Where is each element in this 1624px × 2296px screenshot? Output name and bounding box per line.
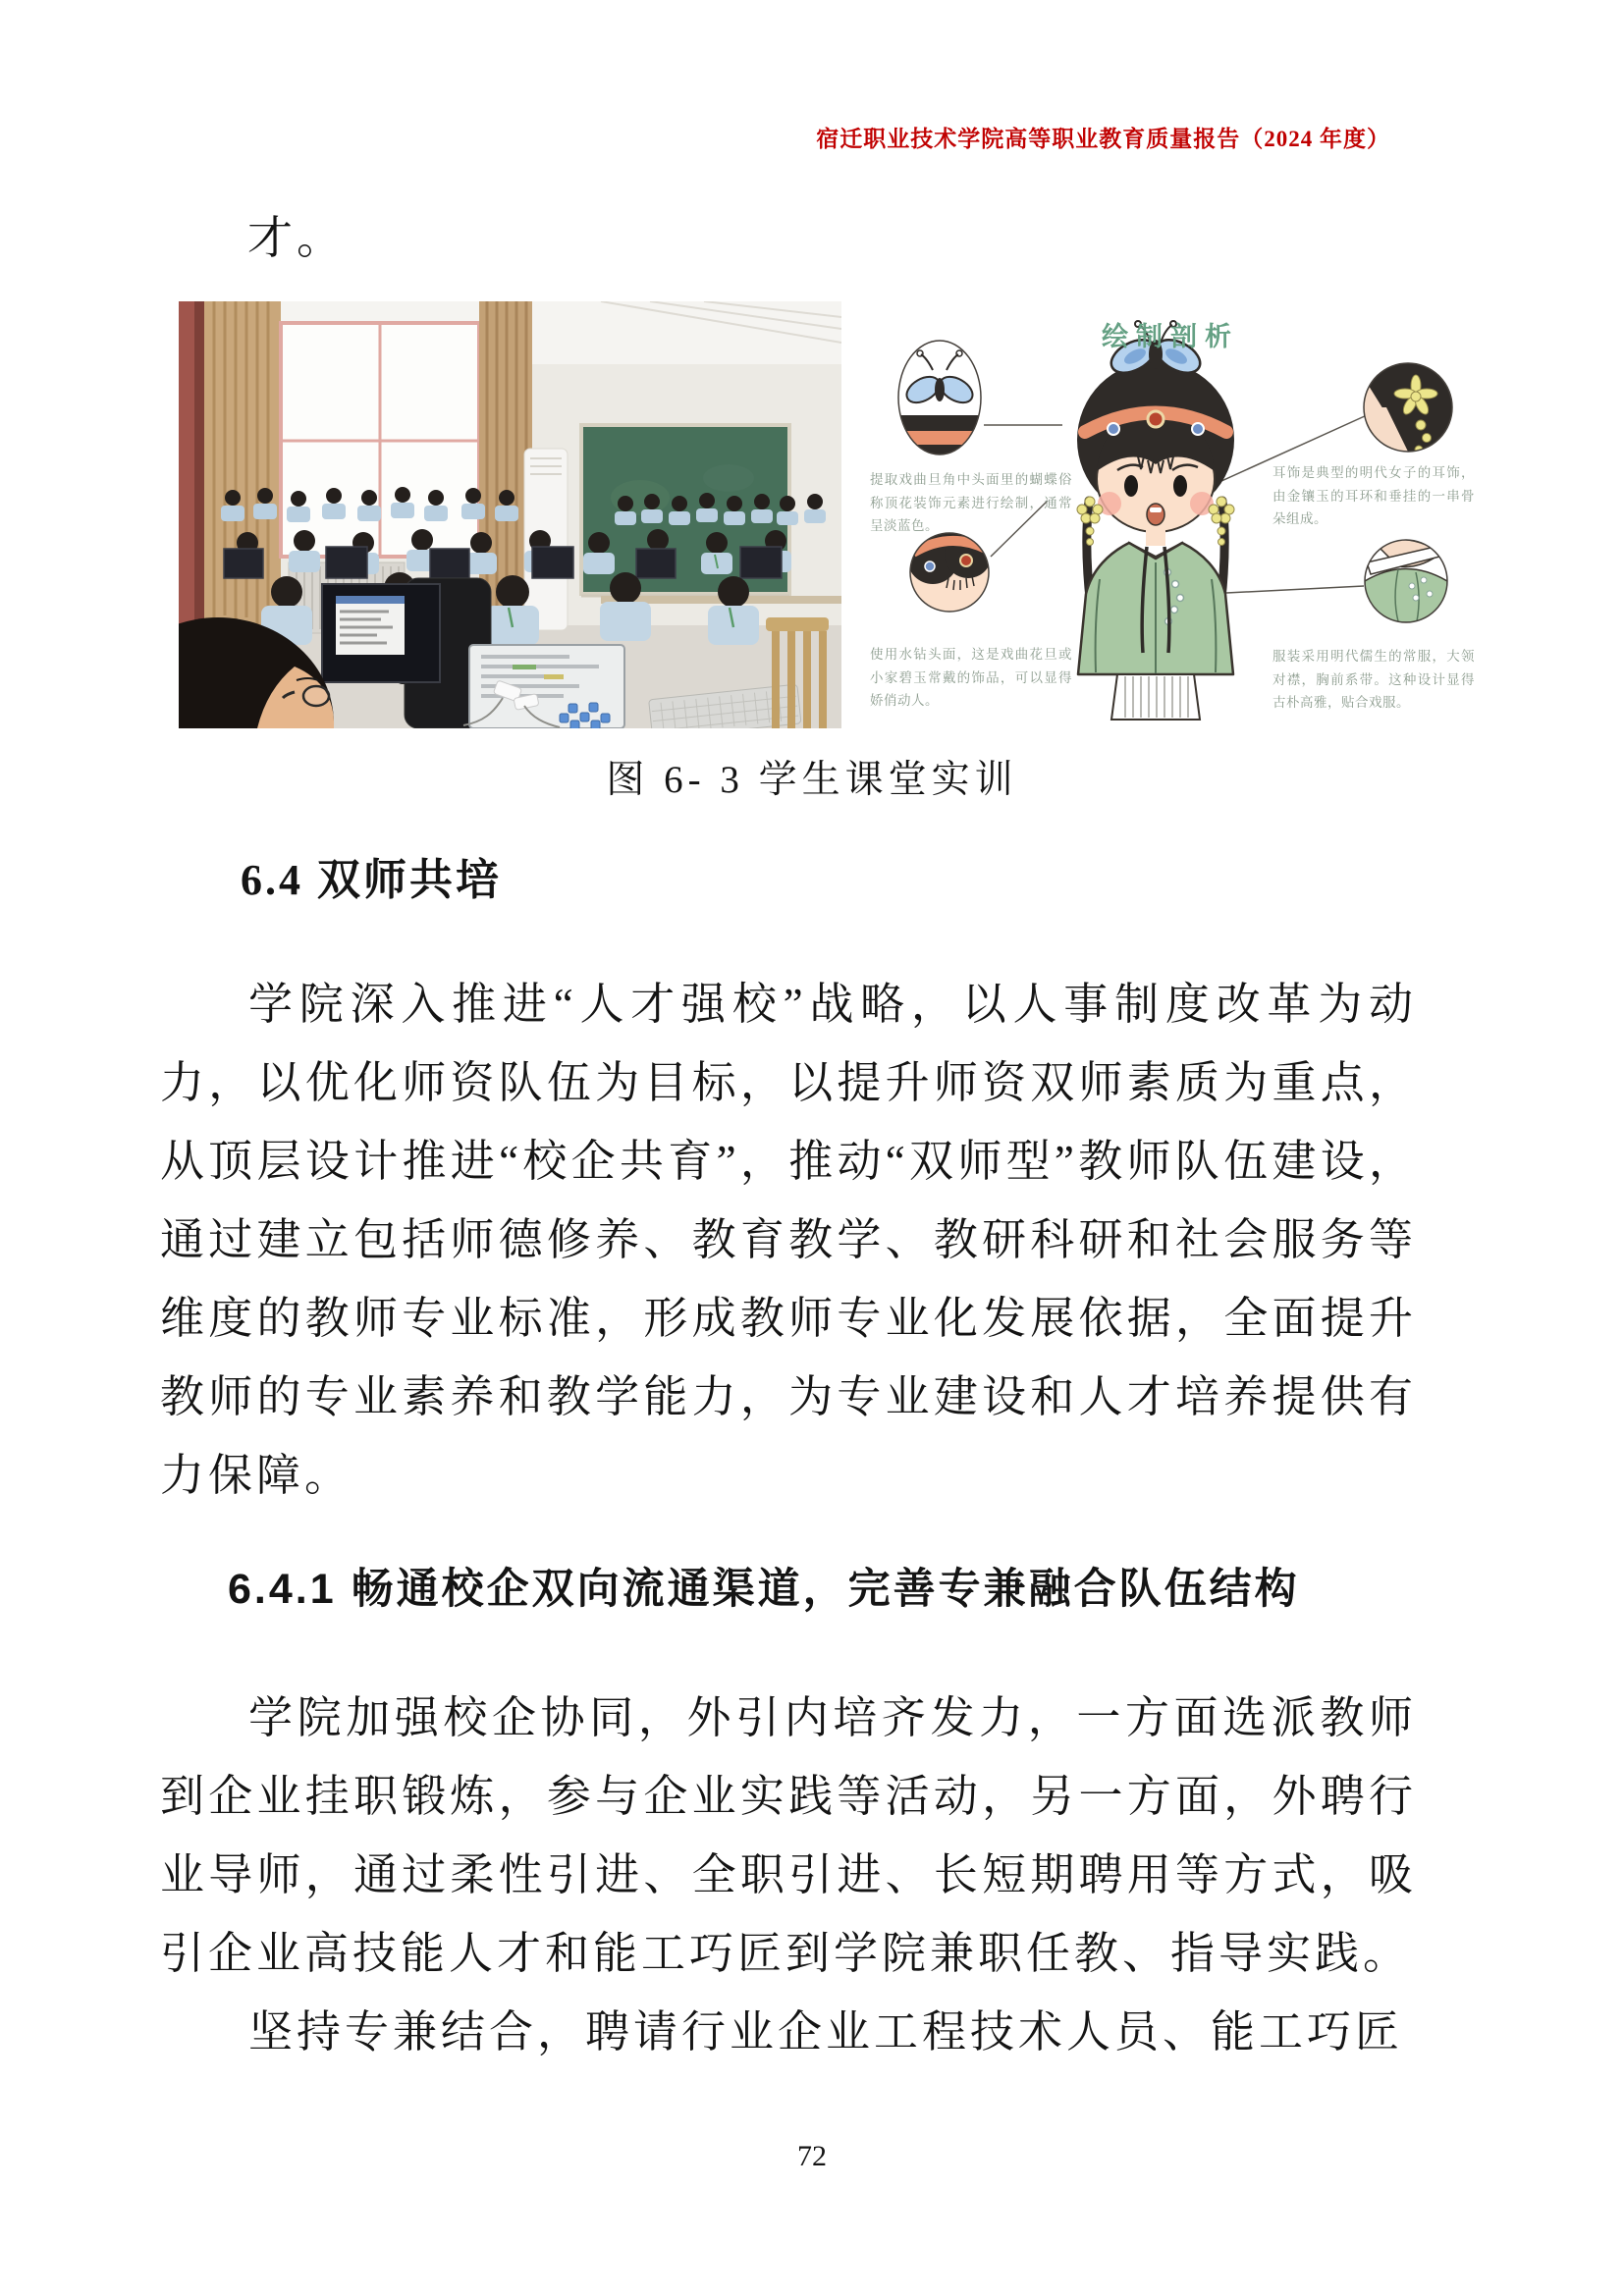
subsection-heading: 6.4.1 畅通校企双向流通渠道，完善专兼融合队伍结构 (228, 1566, 1300, 1613)
intro-text: 才。 (247, 213, 346, 263)
callout-earring (1364, 363, 1452, 463)
costume-illustration (856, 299, 1485, 726)
illustration-note-bottom-left: 使用水钻头面，这是戏曲花旦或小家碧玉常戴的饰品，可以显得娇俏动人。 (870, 647, 1072, 709)
figure-caption: 图 6- 3 学生课堂实训 (606, 759, 1018, 801)
report-header: 宿迁职业技术学院高等职业教育质量报告（2024 年度） (816, 127, 1390, 151)
illustration-note-top-right: 耳饰是典型的明代女子的耳饰，由金镶玉的耳环和垂挂的一串骨朵组成。 (1272, 465, 1475, 527)
paragraph-block (160, 1679, 1417, 2071)
illustration-note-top-left: 提取戏曲旦角中头面里的蝴蝶俗称顶花装饰元素进行绘制，通常呈淡蓝色。 (870, 472, 1072, 534)
section-heading: 6.4 双师共培 (241, 856, 502, 904)
paragraph-3: 坚持专兼结合，聘请行业企业工程技术人员、能工巧匠 (248, 2007, 1404, 2056)
left-monitor (322, 584, 440, 682)
opera-girl-figure (1077, 321, 1234, 720)
glasses-icon (303, 686, 329, 706)
callout-forehead (907, 531, 992, 612)
page-number: 72 (797, 2140, 827, 2172)
callout-butterfly (898, 341, 981, 456)
paragraph-2: 学院加强校企协同，外引内培齐发力，一方面选派教师到企业挂职锻炼，参与企业实践等活动，另一方面，外聘行业导师，通过柔性引进、全职引进、长短期聘用等方式，吸引企业高技能人才和能工巧匠到学院兼职任教、指导实践。 (160, 1693, 1417, 1978)
forehead-jewel (1148, 411, 1164, 427)
classroom-photo-art (179, 301, 841, 728)
paragraph-1: 学院深入推进“人才强校”战略，以人事制度改革为动力，以优化师资队伍为目标，以提升师资双师素质为重点，从顶层设计推进“校企共育”，推动“双师型”教师队伍建设，通过建立包括师德修养、教育教学、教研科研和社会服务等维度的教师专业标准，形成教师专业化发展依据，全面提升教师的专业素养和教学能力，为专业建设和人才培养提供有力保障。 (160, 980, 1417, 1500)
illustration-title: 绘制剖析 (1102, 322, 1239, 351)
illustration-note-bottom-right: 服装采用明代儒生的常服，大领对襟，胸前系带。这种设计显得古朴高雅，贴合戏服。 (1272, 649, 1475, 711)
classroom-photo (179, 301, 841, 728)
callout-robe (1365, 540, 1447, 622)
